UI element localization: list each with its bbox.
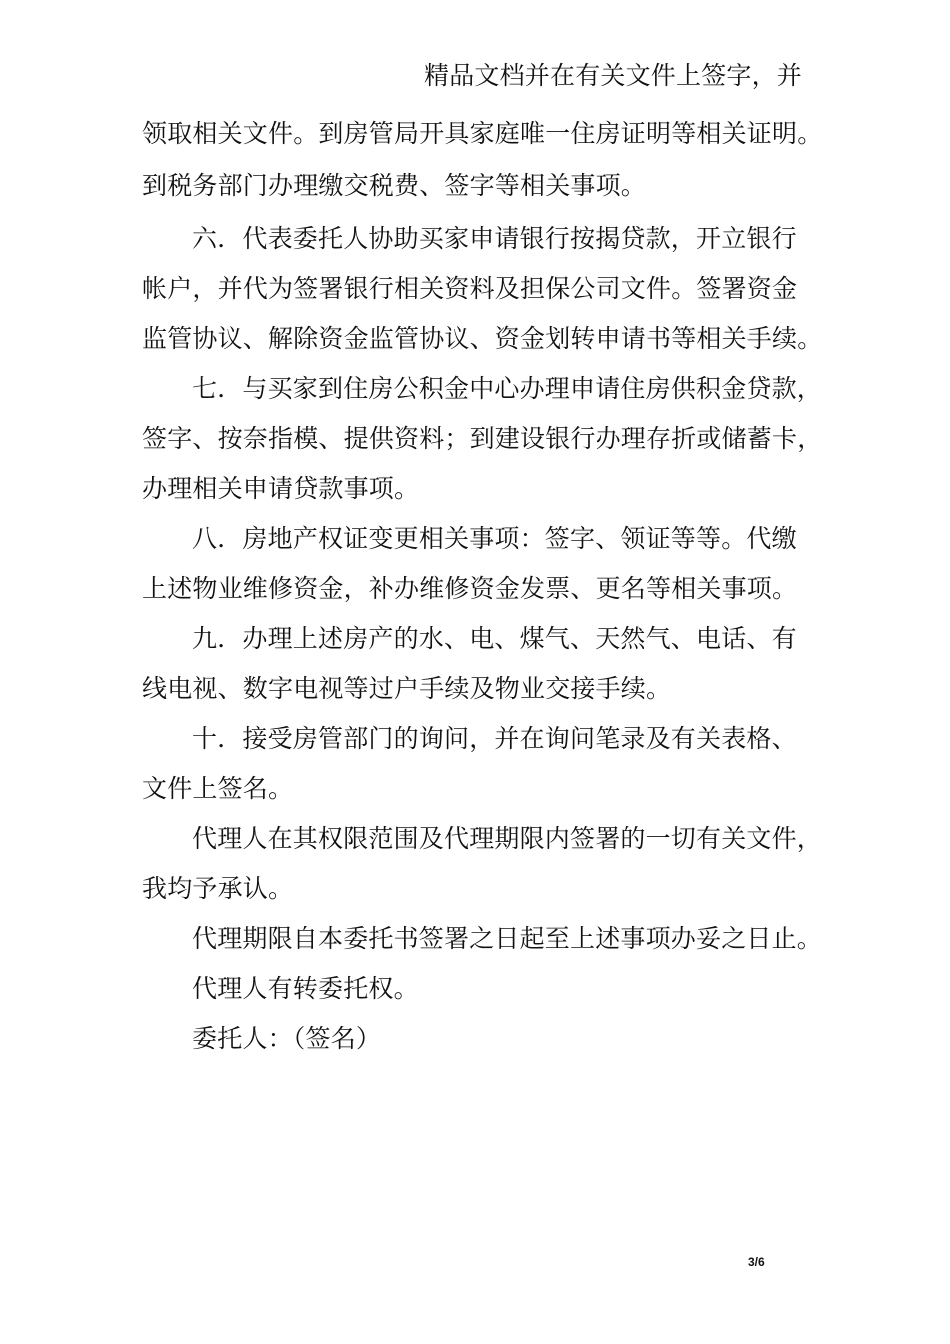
text-line-2: 到税务部门办理缴交税费、签字等相关事项。	[142, 171, 647, 200]
paragraph-nine-line-2: 线电视、数字电视等过户手续及物业交接手续。	[142, 674, 672, 703]
paragraph-six-line-3: 监管协议、解除资金监管协议、资金划转申请书等相关手续。	[142, 324, 823, 353]
principal-signature-line: 委托人：（签名）	[192, 1024, 382, 1053]
sub-delegation-line: 代理人有转委托权。	[192, 974, 419, 1003]
paragraph-eight-line-2: 上述物业维修资金，补办维修资金发票、更名等相关事项。	[142, 574, 798, 603]
page-number: 3/6	[748, 1255, 765, 1269]
paragraph-ten-line-2: 文件上签名。	[142, 774, 294, 803]
paragraph-nine-line-1: 九．办理上述房产的水、电、煤气、天然气、电话、有	[192, 624, 797, 653]
paragraph-six-line-2: 帐户，并代为签署银行相关资料及担保公司文件。签署资金	[142, 274, 798, 303]
paragraph-seven-line-1: 七．与买家到住房公积金中心办理申请住房供积金贷款，	[192, 374, 823, 403]
authority-line-2: 我均予承认。	[142, 874, 294, 903]
paragraph-seven-line-3: 办理相关申请贷款事项。	[142, 474, 420, 503]
paragraph-six-line-1: 六．代表委托人协助买家申请银行按揭贷款，开立银行	[192, 224, 797, 253]
paragraph-eight-line-1: 八．房地产权证变更相关事项：签字、领证等等。代缴	[192, 524, 797, 553]
paragraph-ten-line-1: 十．接受房管部门的询问，并在询问笔录及有关表格、	[192, 724, 797, 753]
header-overlay-text: 精品文档并在有关文件上签字，并	[424, 61, 803, 90]
paragraph-seven-line-2: 签字、按奈指模、提供资料；到建设银行办理存折或储蓄卡，	[142, 424, 823, 453]
agency-period-line: 代理期限自本委托书签署之日起至上述事项办妥之日止。	[192, 924, 823, 953]
text-line-1: 领取相关文件。到房管局开具家庭唯一住房证明等相关证明。	[142, 119, 823, 148]
authority-line-1: 代理人在其权限范围及代理期限内签署的一切有关文件，	[192, 824, 823, 853]
